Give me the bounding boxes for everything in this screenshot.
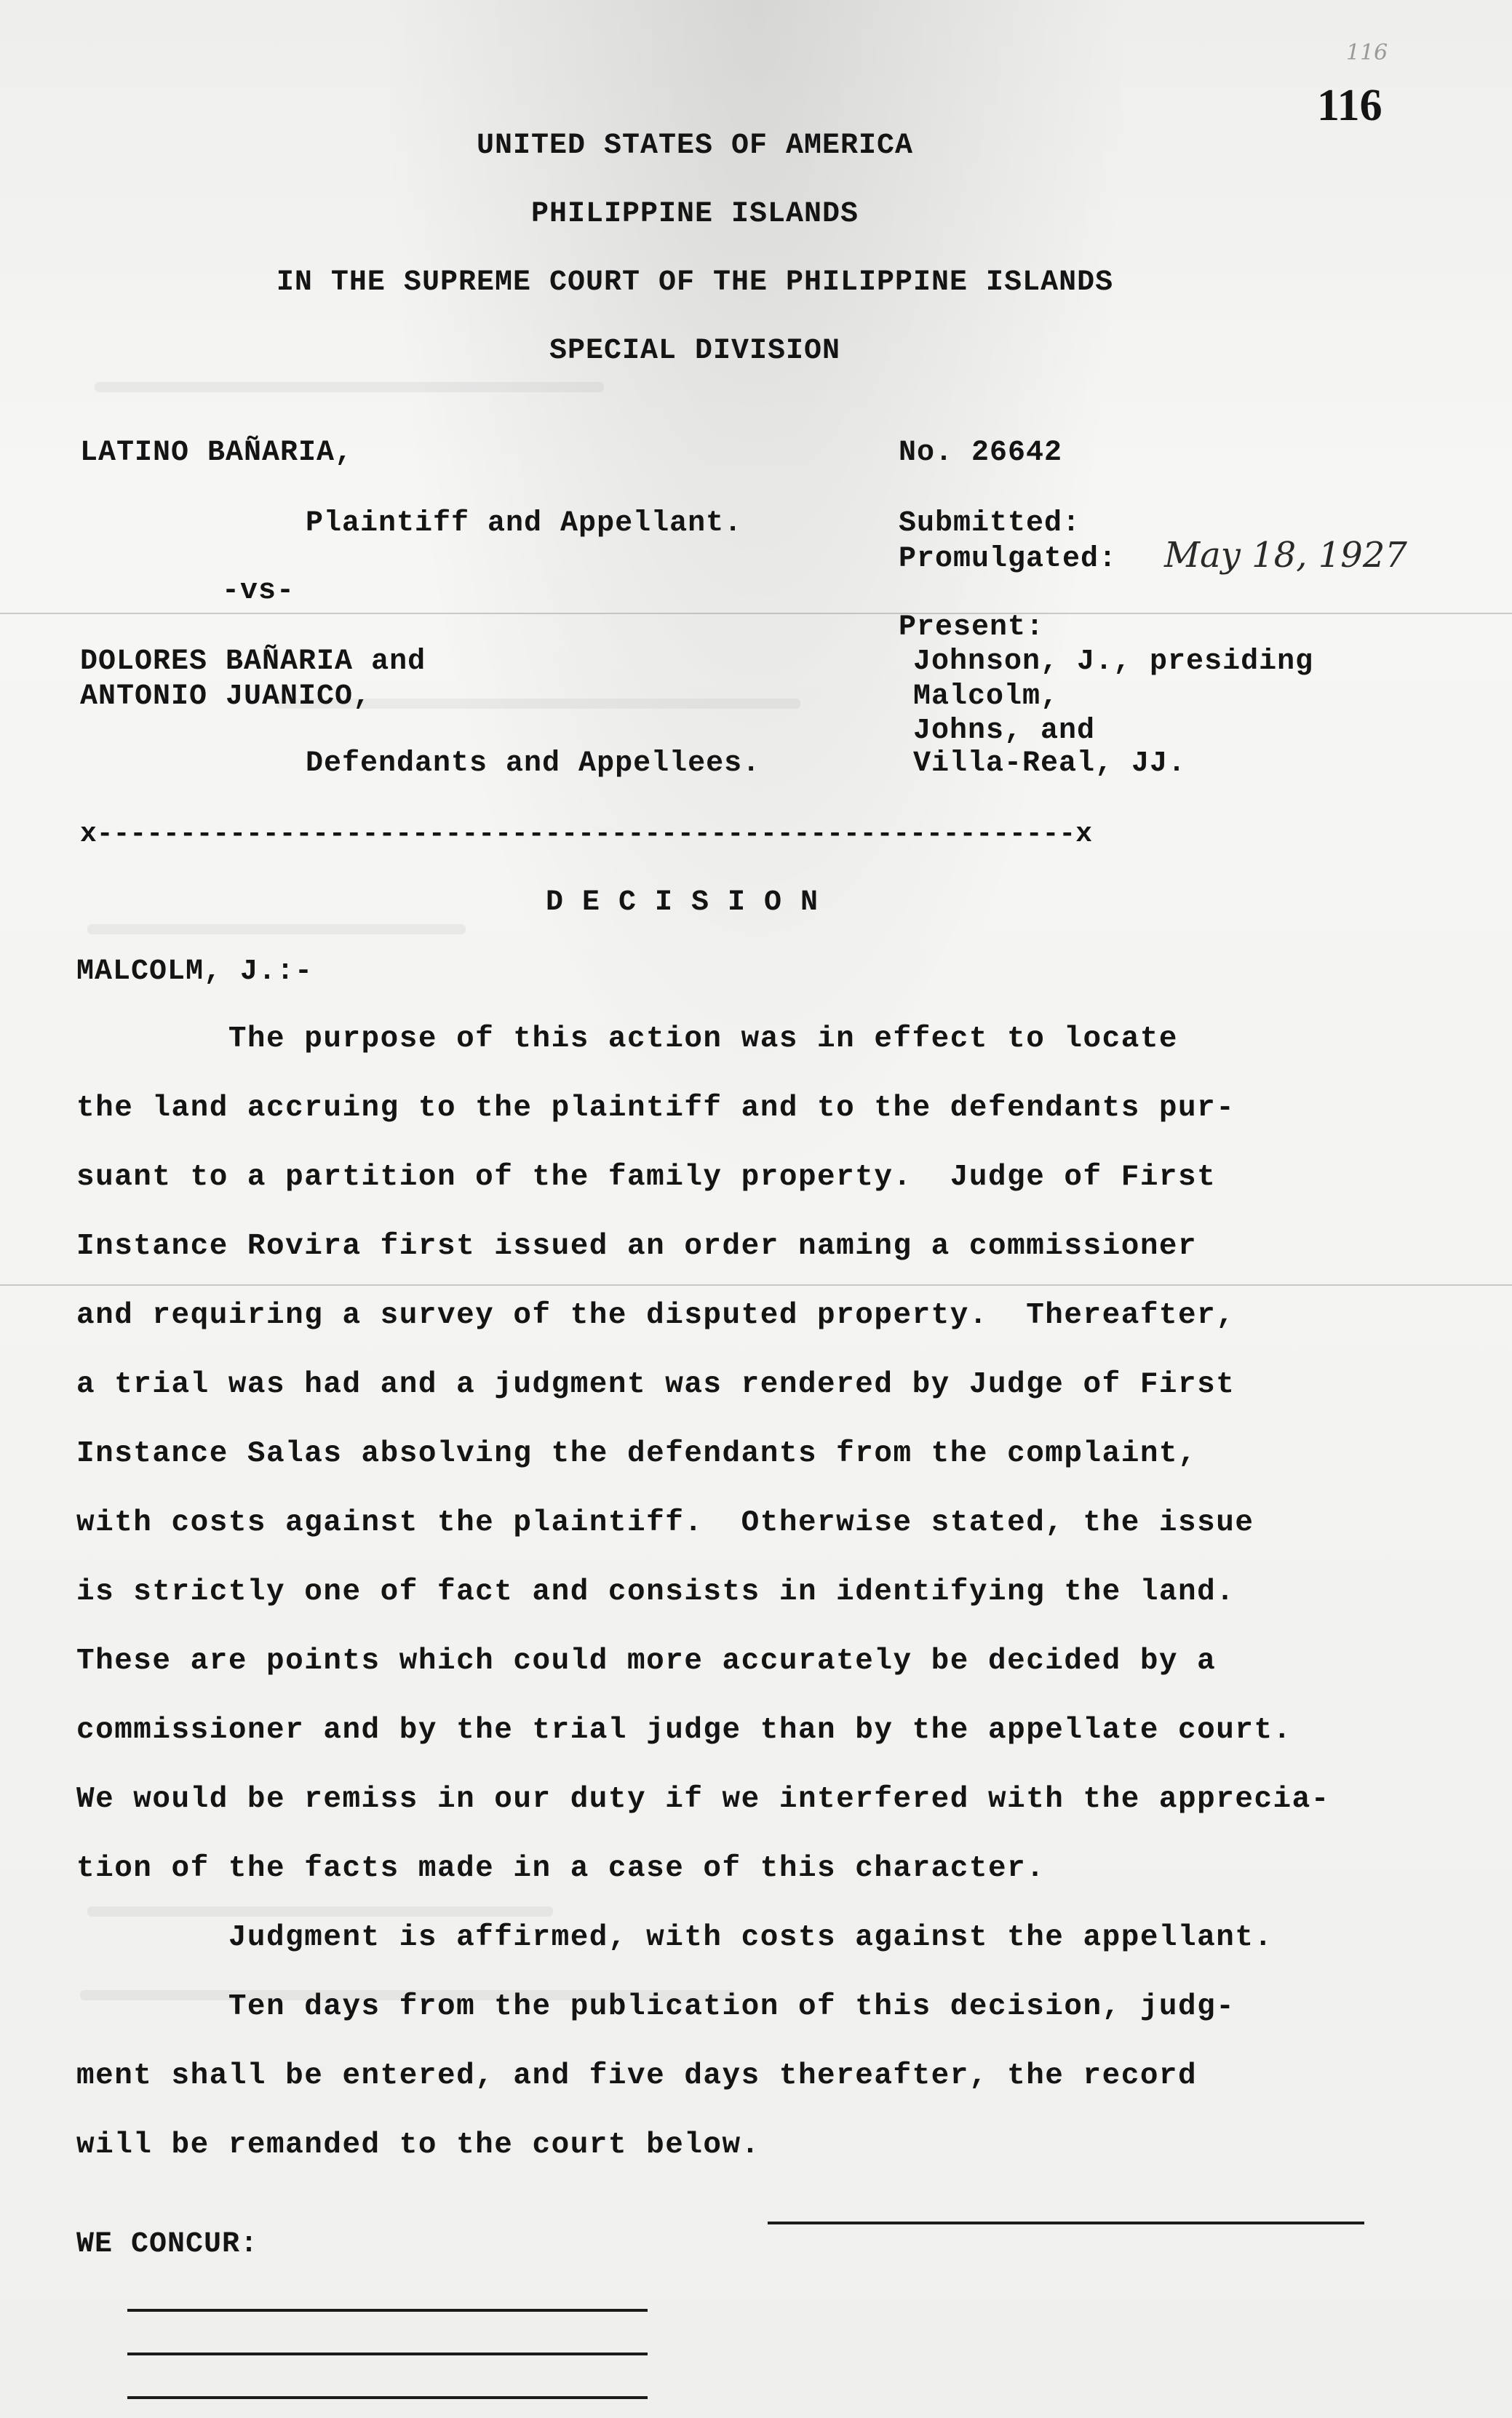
bleed-through-text	[95, 382, 604, 392]
body-line: tion of the facts made in a case of this character.	[76, 1852, 1046, 1885]
present-label: Present:	[899, 611, 1045, 644]
page-fold-line	[0, 1284, 1512, 1286]
concur-label: WE CONCUR:	[76, 2228, 259, 2261]
case-number: No. 26642	[899, 437, 1063, 469]
body-line: will be remanded to the court below.	[76, 2128, 760, 2162]
body-line: Instance Rovira first issued an order naming a commissioner	[76, 1230, 1198, 1263]
defendant-name-1: DOLORES BAÑARIA and	[80, 645, 426, 678]
body-line: The purpose of this action was in effect to locate	[76, 1022, 1179, 1056]
body-line: a trial was had and a judgment was rendered by Judge of First	[76, 1368, 1236, 1401]
page-fold-line	[0, 613, 1512, 614]
header-court: IN THE SUPREME COURT OF THE PHILIPPINE ISLANDS	[276, 266, 1114, 299]
body-line: Instance Salas absolving the defendants from the complaint,	[76, 1437, 1198, 1471]
plaintiff-name: LATINO BAÑARIA,	[80, 437, 354, 469]
concurring-signature-line	[127, 2353, 648, 2355]
body-line: with costs against the plaintiff. Otherwise stated, the issue	[76, 1506, 1254, 1540]
body-line: commissioner and by the trial judge than by the appellate court.	[76, 1714, 1292, 1747]
body-line: Ten days from the publication of this decision, judg-	[76, 1990, 1236, 2024]
justice-malcolm: Malcolm,	[913, 680, 1059, 713]
decision-title: D E C I S I O N	[546, 886, 819, 919]
justice-johns: Johns, and	[913, 715, 1096, 747]
body-line: Judgment is affirmed, with costs against the appellant.	[76, 1921, 1273, 1954]
defendant-name-2: ANTONIO JUANICO,	[80, 680, 372, 713]
plaintiff-role: Plaintiff and Appellant.	[306, 507, 743, 540]
header-islands: PHILIPPINE ISLANDS	[530, 198, 859, 231]
author-signature-line	[768, 2222, 1364, 2224]
justice-presiding: Johnson, J., presiding	[913, 645, 1314, 678]
header-country: UNITED STATES OF AMERICA	[476, 130, 914, 162]
body-line: is strictly one of fact and consists in identifying the land.	[76, 1575, 1236, 1609]
pencil-page-number: 116	[1346, 40, 1388, 65]
body-line: ment shall be entered, and five days thereafter, the record	[76, 2059, 1198, 2093]
body-line: the land accruing to the plaintiff and to the defendants pur-	[76, 1091, 1236, 1125]
submitted-label: Submitted:	[899, 507, 1081, 540]
promulgated-date-handwritten: May 18, 1927	[1164, 535, 1407, 576]
promulgated-label: Promulgated:	[899, 543, 1118, 576]
body-line: We would be remiss in our duty if we interfered with the apprecia-	[76, 1783, 1330, 1816]
body-line: suant to a partition of the family property. Judge of First	[76, 1161, 1217, 1194]
concurring-signature-line	[127, 2396, 648, 2399]
page-number: 116	[1317, 81, 1382, 130]
caption-separator: x-----------------------------------------------------------x	[80, 819, 1093, 850]
body-line: and requiring a survey of the disputed property. Thereafter,	[76, 1299, 1236, 1332]
defendant-role: Defendants and Appellees.	[306, 747, 761, 780]
header-division: SPECIAL DIVISION	[549, 335, 841, 367]
bleed-through-text	[87, 1906, 553, 1917]
concurring-signature-line	[127, 2309, 648, 2312]
bleed-through-text	[87, 924, 466, 934]
versus-label: -vs-	[222, 575, 295, 608]
justice-villa-real: Villa-Real, JJ.	[913, 747, 1187, 780]
opinion-author: MALCOLM, J.:-	[76, 955, 314, 988]
body-line: These are points which could more accurately be decided by a	[76, 1645, 1217, 1678]
